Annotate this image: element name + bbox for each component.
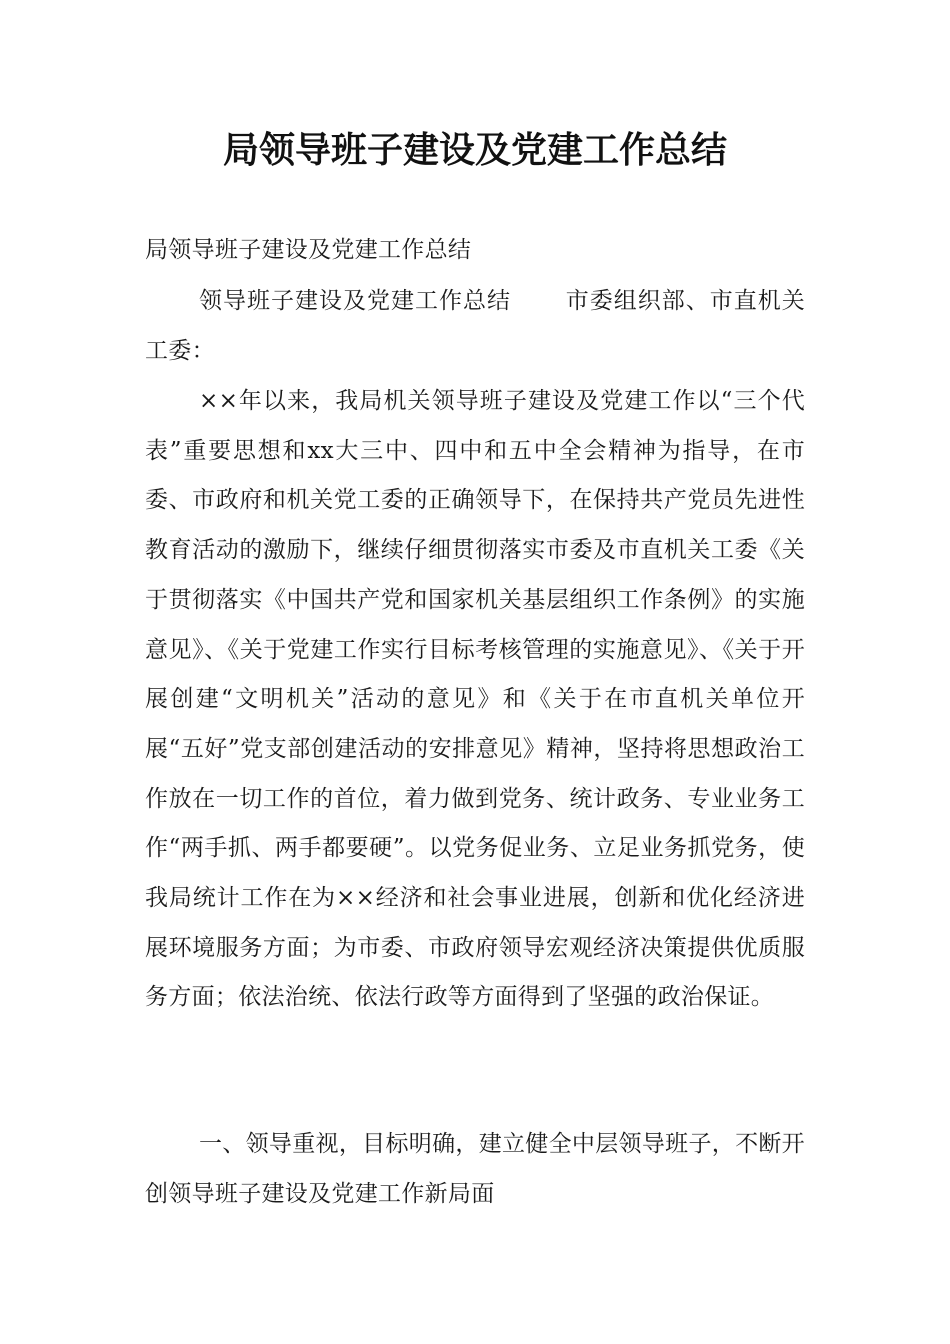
salutation-paragraph	[145, 277, 805, 376]
body-paragraph-intro: ××年以来，我局机关领导班子建设及党建工作以“三个代表”重要思想和xx大三中、四中和五中全会精神为指导，在市委、市政府和机关党工委的正确领导下，在保持共产党员先进性教育活动的激励下，继续仔细贯彻落实市委及市直机关工委《关于贯彻落实《中国共产党和国家机关基层组织工作条例》的实施意见》、《关于党建工作实行目标考核管理的实施意见》、《关于开展创建“文明机关”活动的意见》和《关于在市直机关单位开展“五好”党支部创建活动的安排意见》精神，坚持将思想政治工作放在一切工作的首位，着力做到党务、统计政务、专业业务工作“两手抓、两手都要硬”。以党务促业务、立足业务抓党务，使我局统计工作在为××经济和社会事业进展，创新和优化经济进展环境服务方面；为市委、市政府领导宏观经济决策提供优质服务方面；依法治统、依法行政等方面得到了坚强的政治保证。	[145, 388, 805, 1011]
document-title: 局领导班子建设及党建工作总结	[222, 130, 727, 171]
document-subtitle: 局领导班子建设及党建工作总结	[145, 237, 472, 263]
salutation-recipients: 市委组织部、市直机关工委：	[145, 288, 805, 364]
section-heading-one: 一、领导重视，目标明确，建立健全中层领导班子，不断开创领导班子建设及党建工作新局面	[145, 1131, 805, 1207]
salutation-title: 领导班子建设及党建工作总结	[199, 288, 511, 314]
